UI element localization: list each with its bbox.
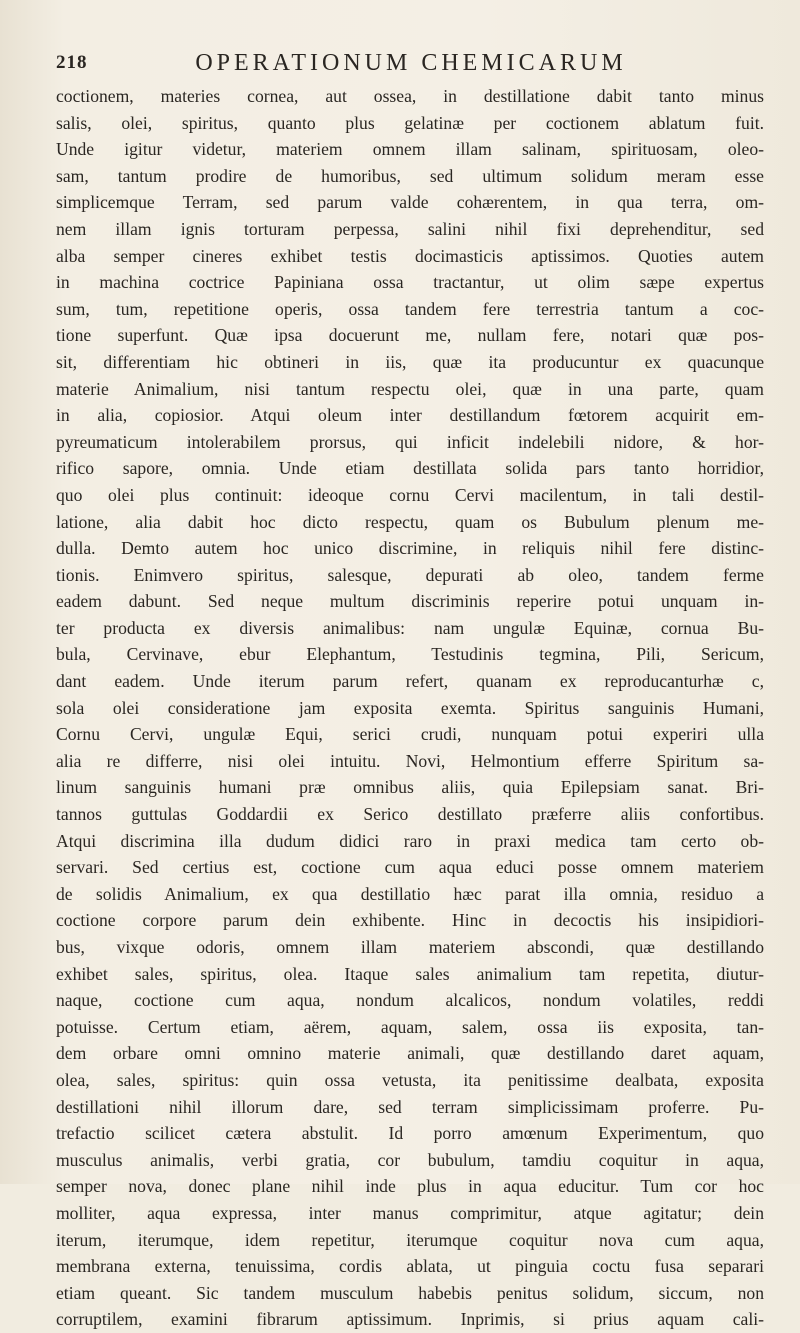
text-line: rifico sapore, omnia. Unde etiam destillata solida pars tanto horridior, [56,458,764,479]
text-line: tione superfunt. Quæ ipsa docuerunt me, nullam fere, notari quæ pos- [56,325,764,346]
text-line: etiam queant. Sic tandem musculum habebis penitus solidum, siccum, non [56,1282,764,1303]
text-line: bus, vixque odoris, omnem illam materiem abscondi, quæ destillando [56,937,764,957]
text-line: semper nova, donec plane nihil inde plus in aqua educitur. Tum cor hoc [56,1176,764,1197]
text-line: salis, olei, spiritus, quanto plus gelatinæ per coctionem ablatum fuit. [56,112,764,133]
text-line: trefactio scilicet cætera abstulit. Id porro amœnum Experimentum, quo [56,1123,764,1144]
text-line: latione, alia dabit hoc dicto respectu, quam os Bubulum plenum me- [56,511,764,532]
body-text [56,83,764,1333]
page-header [56,50,766,80]
running-title: OPERATIONUM CHEMICARUM [195,50,627,76]
text-line: molliter, aqua expressa, inter manus comprimitur, atque agitatur; dein [56,1202,764,1223]
text-line: Atqui discrimina illa dudum didici raro in praxi medica tam certo ob- [56,830,764,851]
text-line: eadem dabunt. Sed neque multum discriminis reperire potui unquam in- [56,591,764,612]
text-line: linum sanguinis humani præ omnibus aliis, quia Epilepsiam sanat. Bri- [56,777,764,798]
text-line: olea, sales, spiritus: quin ossa vetusta, ita penitissime dealbata, exposita [56,1069,764,1090]
text-line: alia re differre, nisi olei intuitu. Novi, Helmontium efferre Spiritum sa- [56,750,764,771]
text-line: in machina coctrice Papiniana ossa tractantur, ut olim sæpe expertus [56,272,764,293]
text-line: dulla. Demto autem hoc unico discrimine, in reliquis nihil fere distinc- [56,538,764,559]
text-line: nem illam ignis torturam perpessa, salini nihil fixi deprehenditur, sed [56,218,764,239]
text-line: sit, differentiam hic obtineri in iis, quæ ita producuntur ex quacunque [56,351,764,372]
text-line: membrana externa, tenuissima, cordis ablata, ut pinguia coctu fusa separari [56,1256,764,1277]
text-line: Cornu Cervi, ungulæ Equi, serici crudi, nunquam potui experiri ulla [56,724,764,745]
text-line: exhibet sales, spiritus, olea. Itaque sales animalium tam repetita, diutur- [56,963,764,984]
text-line: naque, coctione cum aqua, nondum alcalicos, nondum volatiles, reddi [56,990,764,1011]
text-line: Unde igitur videtur, materiem omnem illam salinam, spirituosam, oleo- [56,139,764,160]
text-line: servari. Sed certius est, coctione cum aqua educi posse omnem materiem [56,857,764,878]
text-line: quo olei plus continuit: ideoque cornu Cervi macilentum, in tali destil- [56,484,764,505]
text-line: iterum, iterumque, idem repetitur, iterumque coquitur nova cum aqua, [56,1229,764,1250]
text-line: destillationi nihil illorum dare, sed terram simplicissimam proferre. Pu- [56,1096,764,1117]
text-line: sam, tantum prodire de humoribus, sed ultimum solidum meram esse [56,165,764,186]
text-line: dant eadem. Unde iterum parum refert, quanam ex reproducanturhæ c, [56,671,764,692]
text-line: sum, tum, repetitione operis, ossa tandem fere terrestria tantum a coc- [56,298,764,319]
text-line: simplicemque Terram, sed parum valde cohærentem, in qua terra, om- [56,192,764,213]
text-line: pyreumaticum intolerabilem prorsus, qui inficit indelebili nidore, & hor- [56,431,764,452]
text-line: coctione corpore parum dein exhibente. Hinc in decoctis his insipidiori- [56,910,764,931]
text-line: corruptilem, examini fibrarum aptissimum. Inprimis, si prius aquam cali- [56,1309,764,1330]
text-line: sola olei consideratione jam exposita exemta. Spiritus sanguinis Humani, [56,697,764,718]
text-line: ter producta ex diversis animalibus: nam ungulæ Equinæ, cornua Bu- [56,617,764,638]
text-line: musculus animalis, verbi gratia, cor bubulum, tamdiu coquitur in aqua, [56,1149,764,1170]
text-line: bula, Cervinave, ebur Elephantum, Testudinis tegmina, Pili, Sericum, [56,644,764,665]
text-line: tionis. Enimvero spiritus, salesque, depurati ab oleo, tandem ferme [56,564,764,585]
page-number: 218 [56,52,88,73]
text-line: coctionem, materies cornea, aut ossea, in destillatione dabit tanto minus [56,86,764,106]
text-line: dem orbare omni omnino materie animali, quæ destillando daret aquam, [56,1043,764,1064]
text-line: in alia, copiosior. Atqui oleum inter destillandum fœtorem acquirit em- [56,405,764,426]
text-line: materie Animalium, nisi tantum respectu olei, quæ in una parte, quam [56,378,764,399]
text-line: potuisse. Certum etiam, aërem, aquam, salem, ossa iis exposita, tan- [56,1016,764,1037]
text-line: de solidis Animalium, ex qua destillatio hæc parat illa omnia, residuo a [56,883,764,904]
text-line: alba semper cineres exhibet testis docimasticis aptissimos. Quoties autem [56,245,764,266]
text-line: tannos guttulas Goddardii ex Serico destillato præferre aliis confortibus. [56,804,764,825]
